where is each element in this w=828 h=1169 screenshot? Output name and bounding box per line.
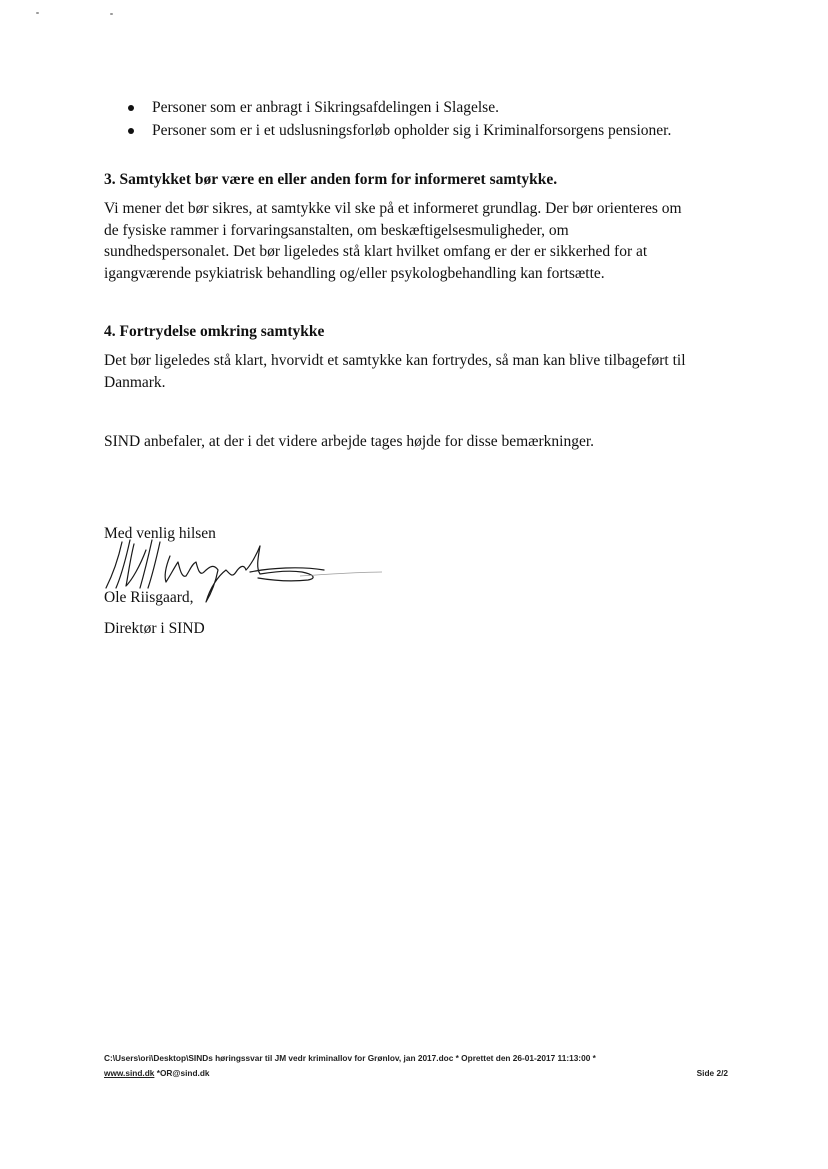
signatory-title: Direktør i SIND — [104, 620, 205, 637]
bullet-icon — [128, 105, 134, 111]
recommendation-text: SIND anbefaler, at der i det videre arbejde tages højde for disse bemærkninger. — [104, 433, 595, 450]
closing-greeting: Med venlig hilsen — [104, 525, 216, 542]
scan-speck — [36, 12, 39, 14]
section-3-heading: 3. Samtykket bør være en eller anden form for informeret samtykke. — [104, 171, 558, 188]
bullet-icon — [128, 128, 134, 134]
list-item — [126, 96, 766, 119]
list-item-text: Personer som er anbragt i Sikringsafdelingen i Slagelse. — [152, 99, 499, 116]
footer-document-path: C:\Users\ori\Desktop\SINDs høringssvar til JM vedr kriminallov for Grønlov, jan 2017.doc * Oprettet den 26-01-2017 11:13:00 * — [104, 1053, 596, 1063]
list-item-text: Personer som er i et udslusningsforløb opholder sig i Kriminalforsorgens pensioner. — [152, 122, 672, 139]
paragraph-line: Det bør ligeledes stå klart, hvorvidt et samtykke kan fortrydes, så man kan blive tilbageført til — [104, 352, 686, 369]
paragraph-line: sundhedspersonalet. Det bør ligeledes stå klart hvilket omfang er der er sikkerhed for at — [104, 243, 648, 260]
website-link[interactable]: www.sind.dk — [104, 1068, 155, 1078]
paragraph-line: Danmark. — [104, 373, 166, 391]
page-number: Side 2/2 — [696, 1068, 728, 1078]
section-4-paragraph — [104, 350, 724, 393]
signatory-name: Ole Riisgaard, — [104, 589, 194, 606]
scan-speck — [110, 13, 113, 15]
footer-contact — [104, 1068, 210, 1078]
paragraph-line: Vi mener det bør sikres, at samtykke vil ske på et informeret grundlag. Der bør orienteres om — [104, 200, 682, 217]
section-4-heading: 4. Fortrydelse omkring samtykke — [104, 323, 325, 340]
list-item — [126, 119, 766, 142]
email-text: *OR@sind.dk — [156, 1068, 210, 1078]
paragraph-line: igangværende psykiatrisk behandling og/eller psykologbehandling kan fortsætte. — [104, 264, 605, 282]
paragraph-line: de fysiske rammer i forvaringsanstalten, om beskæftigelsesmuligheder, om — [104, 221, 569, 239]
section-3-paragraph — [104, 198, 724, 284]
bullet-list — [126, 96, 766, 142]
